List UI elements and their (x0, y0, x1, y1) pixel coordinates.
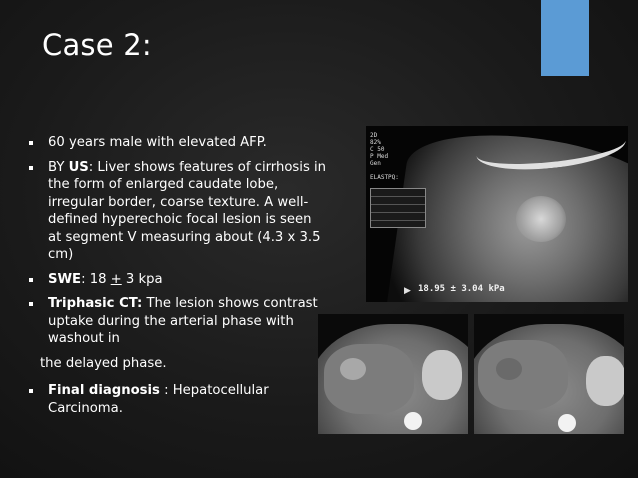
arrow-icon: ▶ (404, 286, 411, 296)
swe-measurement: 18.95 ± 3.04 kPa (418, 284, 505, 294)
bullet-list (28, 134, 328, 424)
ct-image-delayed (474, 314, 624, 434)
bullet-final-diagnosis (28, 382, 328, 417)
bullet-bold: Final diagnosis (48, 383, 160, 398)
bullet-age (28, 134, 328, 152)
overlay-line: ELASTPQ: (370, 174, 399, 181)
ct-spleen (586, 356, 624, 406)
overlay-line: C 50 (370, 146, 385, 153)
ct-lesion (496, 358, 522, 380)
hyperechoic-lesion (516, 196, 566, 242)
overlay-line: 82% (370, 139, 381, 146)
ultrasound-image (366, 126, 628, 302)
elastography-table (370, 188, 426, 228)
ct-spine (404, 412, 422, 430)
accent-bar (541, 0, 589, 76)
ct-spine (558, 414, 576, 432)
bullet-bold: Triphasic CT: (48, 296, 143, 311)
bullet-text: The lesion shows contrast uptake during the arterial phase with washout in (48, 296, 318, 346)
bullet-text: : Liver shows features of cirrhosis in the form of enlarged caudate lobe, irregular border, coarse texture. A well-defined hyperechoic focal lesion is seen at segment V measuring about (4.3 x 3.5 cm) (48, 159, 327, 262)
bullet-continuation: the delayed phase. (40, 355, 167, 371)
bullet-text: 60 years male with elevated AFP. (48, 135, 267, 150)
bullet-marker (29, 166, 33, 170)
bullet-bold: US (68, 159, 89, 175)
ct-liver (478, 340, 568, 410)
bullet-marker (29, 389, 33, 393)
plus-minus-sign: + (110, 271, 122, 287)
bullet-marker (29, 302, 33, 306)
bullet-swe (28, 271, 328, 289)
ct-spleen (422, 350, 462, 400)
slide-title: Case 2: (42, 28, 152, 62)
bullet-text: : 18 (81, 271, 111, 287)
overlay-line: 2D (370, 132, 378, 139)
bullet-ultrasound (28, 159, 328, 264)
overlay-line: P Med (370, 153, 389, 160)
overlay-line: Gen (370, 160, 381, 167)
bullet-bold: SWE (48, 271, 82, 287)
bullet-text: : Hepatocellular Carcinoma. (48, 383, 269, 416)
bullet-marker (29, 141, 33, 145)
bullet-triphasic-ct (28, 295, 328, 348)
ct-image-arterial (318, 314, 468, 434)
bullet-text: 3 kpa (121, 271, 163, 287)
ct-lesion (340, 358, 366, 380)
bullet-marker (29, 278, 33, 282)
bullet-label: BY (48, 159, 69, 175)
ct-liver (324, 344, 414, 414)
